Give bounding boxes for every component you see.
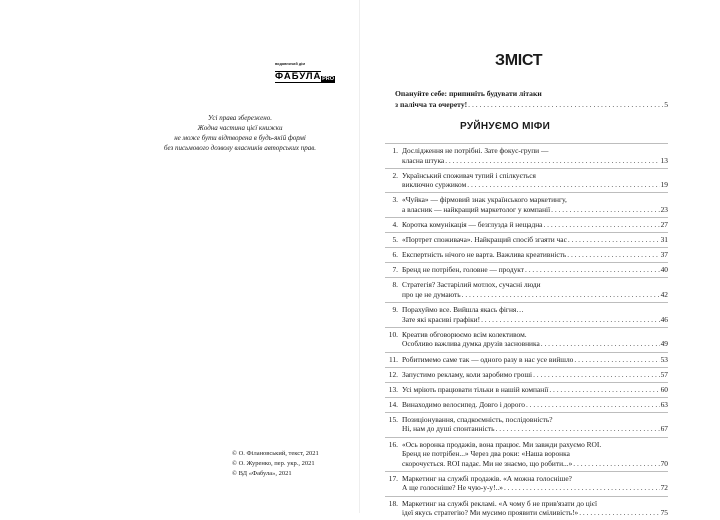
publisher-logo [275,62,335,84]
entry-title-line: Порахуймо все. Вийшла якась фігня… [402,305,524,315]
entry-body [402,474,668,493]
rights-line: не може бути відтворена в будь-якій формі [174,134,306,142]
toc-entry [385,302,668,327]
rights-line: Усі права збережено. [208,114,272,122]
entry-leader-line [402,265,668,275]
entry-title-line: Запустимо рекламу, коли заробимо гроші [402,369,533,379]
dot-leader [551,205,659,215]
entry-leader-line [402,355,668,365]
dot-leader [481,315,660,325]
entry-leader-line [402,205,668,215]
dot-leader [462,290,660,300]
entry-leader-line [402,459,668,469]
entry-number: 18. [388,498,398,508]
entry-title-line: «Чуйка» — фірмовий знак українського маркетингу, [402,195,567,205]
dot-leader [543,220,659,230]
entry-number: 14. [388,399,398,409]
intro-line: Опануйте себе: припиніть будувати літаки [395,89,542,98]
copyright-notice [140,113,340,153]
entry-title-line: Український споживач тупий і спілкується [402,170,536,180]
entry-title-line: Креатив обговорюємо всім колективом. [402,329,527,339]
entry-body [402,499,668,518]
entry-number: 13. [388,384,398,394]
toc-entry [385,192,668,217]
entry-body [402,330,668,349]
entry-number: 4. [392,220,398,230]
entry-number: 3. [392,195,398,205]
entry-leader-line [402,315,668,325]
entry-leader-line [402,400,668,410]
page-number: 67 [660,424,668,434]
intro-entry [395,88,668,110]
toc-entry [385,437,668,471]
page-number: 75 [660,508,668,518]
toc-entry [385,367,668,382]
page-number: 63 [660,399,668,409]
toc-entry [385,382,668,397]
entry-number: 10. [388,329,398,339]
dot-leader [445,156,659,166]
page-number: 72 [660,483,668,493]
entry-body [402,280,668,299]
page-number: 31 [660,235,668,245]
page-number: 27 [660,220,668,230]
entry-number: 16. [388,439,398,449]
entry-body [402,385,668,395]
entry-number: 5. [392,235,398,245]
intro-line: з палічча та очерету! [395,100,468,109]
entry-leader-line [402,220,668,230]
page-number: 23 [660,204,668,214]
page-number: 13 [660,155,668,165]
page-number: 37 [660,250,668,260]
toc-entry [385,143,668,168]
entry-number: 9. [392,305,398,315]
copyright-credits [232,449,352,479]
entry-leader-line [402,370,668,380]
entry-body [402,415,668,434]
entry-leader-line [402,156,668,166]
entry-leader-line [402,250,668,260]
dot-leader [533,370,660,380]
entry-leader-line [402,483,668,493]
entry-title-line: ідеї якусь стратегію? Ми мусимо проявити сміливість!» [402,508,579,518]
credit-line: © О. Філановський, текст, 2021 [232,450,319,457]
entry-title-line: Ні, нам до душі спонтанність [402,424,495,434]
intro-leader-line [395,99,668,110]
page-title: ЗМІСТ [495,52,543,69]
entry-body [402,440,668,469]
dot-leader [549,385,659,395]
entry-title-line: Експертність нічого не варта. Важлива креативність [402,250,567,260]
dot-leader [468,99,663,110]
left-page [0,0,360,513]
dot-leader [467,180,659,190]
dot-leader [526,400,660,410]
entry-body [402,220,668,230]
page-number: 57 [660,369,668,379]
page-number: 60 [660,384,668,394]
entry-number: 12. [388,369,398,379]
page-number: 40 [660,265,668,275]
entry-body [402,146,668,165]
toc-entry [385,247,668,262]
rights-line: Жодна частина цієї книжки [197,124,283,132]
entry-number: 8. [392,280,398,290]
toc-entry [385,277,668,302]
toc-entry [385,232,668,247]
entry-title-line: Маркетинг на службі продажів. «А можна голосніше? [402,473,572,483]
section-title: РУЙНУЄМО МІФИ [460,121,551,132]
entry-title-line: Маркетинг на службі рекламі. «А чому б не прив'язати до цієї [402,498,597,508]
entry-leader-line [402,339,668,349]
entry-title-line: про це не думають [402,290,461,300]
entry-body [402,400,668,410]
logo-pro-badge: PRO [322,76,334,82]
entry-title-line: Зате які красиві графіки! [402,314,481,324]
page-number: 5 [664,100,668,109]
entry-title-line: Усі мріють працювати тільки в нашій компанії [402,384,549,394]
entry-body [402,305,668,324]
entry-title-line: Бренд не потрібен, головне — продукт [402,265,525,275]
rights-line: без письмового дозволу власників авторських прав. [163,144,317,152]
dot-leader [574,355,659,365]
entry-body [402,235,668,245]
toc-entry [385,168,668,193]
dot-leader [573,459,659,469]
entry-title-line: А ще голосніше? Не чую-у-у!..» [402,483,503,493]
entry-body [402,355,668,365]
toc-entry [385,412,668,437]
entry-title-line: «Ось воронка продажів, вона працює. Ми завжди рахуємо ROI. [402,439,602,449]
entry-leader-line [402,180,668,190]
entry-title-line: «Портрет споживача». Найкращий спосіб згаяти час [402,235,567,245]
page-number: 19 [660,180,668,190]
entry-body [402,265,668,275]
toc-entry [385,352,668,367]
entry-number: 2. [392,170,398,180]
entry-leader-line [402,424,668,434]
entry-number: 17. [388,473,398,483]
page-number: 46 [660,314,668,324]
dot-leader [496,424,660,434]
dot-leader [568,235,660,245]
entry-title-line: Робитимемо саме так — одного разу в нас усе вийшло [402,354,574,364]
entry-title-line: Коротка комунікація — безглузда й нещадна [402,220,543,230]
entry-title-line: Позиціонування, спадкоємність, послідовність? [402,414,553,424]
entry-title-line: класна штука [402,155,445,165]
toc-entry [385,217,668,232]
dot-leader [541,339,660,349]
dot-leader [567,250,659,260]
page-number: 49 [660,339,668,349]
toc-entry [385,327,668,352]
entry-number: 1. [392,146,398,155]
entry-leader-line [402,385,668,395]
toc-entry [385,397,668,412]
logo-main-text: ФАБУЛА [275,71,322,82]
entry-number: 11. [389,354,398,364]
entry-title-line: Особливо важлива думка друзів засновника [402,339,540,349]
entry-body [402,171,668,190]
entry-title-line: виключно суржиком [402,180,467,190]
dot-leader [525,265,660,275]
entry-leader-line [402,290,668,300]
dot-leader [504,483,660,493]
toc-entry [385,471,668,496]
credit-line: © ВД «Фабула», 2021 [232,470,292,477]
entry-number: 15. [388,414,398,424]
entry-title-line: Бренд не потрібен...» Через два роки: «Наша воронка [402,449,570,459]
entry-body [402,195,668,214]
entry-body [402,370,668,380]
entry-title-line: Винаходимо велосипед. Довго і дорого [402,399,525,409]
entry-body [402,250,668,260]
toc-list [385,143,668,520]
logo-top-text: видавничий дім [275,62,306,66]
toc-entry [385,496,668,520]
entry-number: 6. [392,250,398,260]
entry-title-line: а власник — найкращий маркетолог у компанії [402,204,551,214]
page-number: 53 [660,354,668,364]
entry-title-line: скорочується. ROI падає. Ми не знаємо, що робити...» [402,458,573,468]
entry-title-line: Стратегія? Застарілий мотлох, сучасні люди [402,280,541,290]
credit-line: © О. Журенко, пер. укр., 2021 [232,460,315,467]
entry-title-line: Дослідження не потрібні. Зате фокус-групи — [402,146,549,155]
page-number: 70 [660,458,668,468]
entry-number: 7. [392,265,398,275]
entry-leader-line [402,235,668,245]
toc-entry [385,262,668,277]
page-number: 42 [660,290,668,300]
